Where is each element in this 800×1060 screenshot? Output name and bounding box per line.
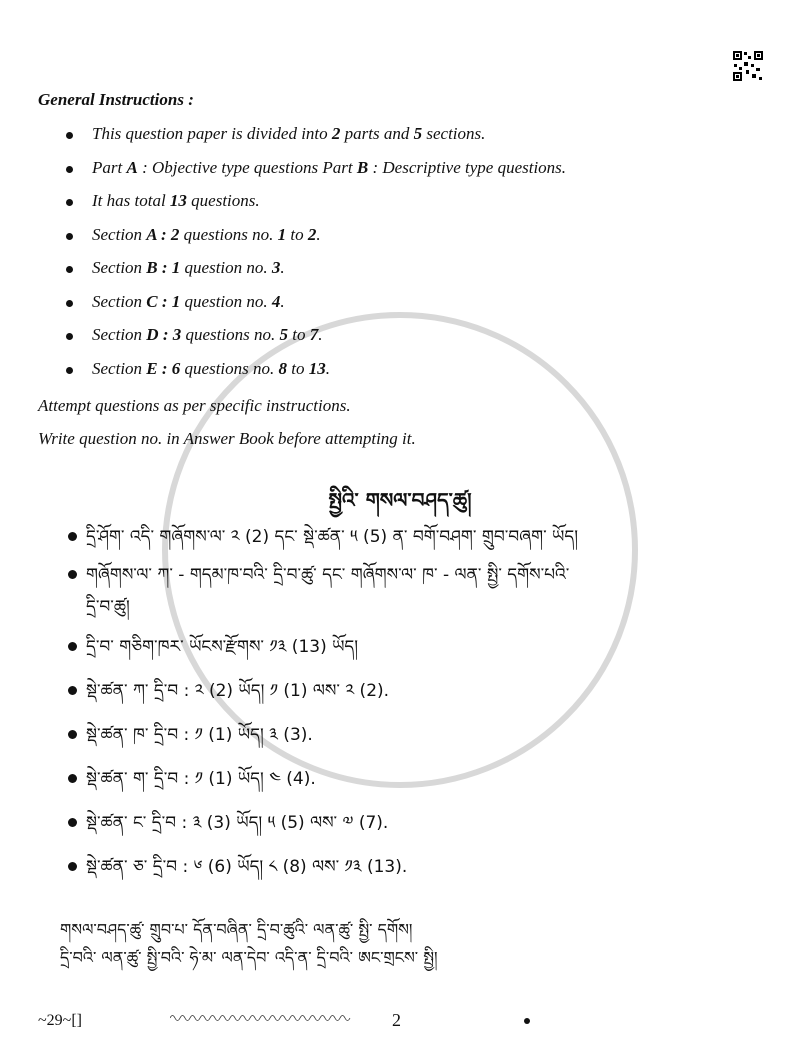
tibetan-text: སྡེ་ཚན་ ག་ དྲི་བ : ༡ (1) ཡོད། ༤ (4). xyxy=(86,769,316,789)
tibetan-heading: སྤྱིའི་ གསལ་བཤད་ཚུ། xyxy=(328,488,472,512)
footer-code: ~29~[] xyxy=(38,1012,82,1029)
attempt-instruction: Attempt questions as per specific instructions. xyxy=(38,396,351,415)
bullet xyxy=(68,532,77,541)
bullet xyxy=(66,233,73,240)
instruction-text: This question paper is divided into 2 parts and 5 sections. xyxy=(92,124,486,143)
bullet xyxy=(66,266,73,273)
bullet xyxy=(66,132,73,139)
bullet xyxy=(66,367,73,374)
tibetan-text: སྡེ་ཚན་ ང་ དྲི་བ : ༣ (3) ཡོད། ༥ (5) ལས་ ༧ (7). xyxy=(86,813,389,833)
instruction-item xyxy=(0,158,800,184)
instruction-text: Section C : 1 question no. 4. xyxy=(92,291,285,311)
instruction-text: Section E : 6 questions no. 8 to 13. xyxy=(92,358,331,378)
instruction-item xyxy=(0,225,800,251)
tibetan-note-line-1: གསལ་བཤད་ཚུ་ གྲུབ་པ་ དོན་བཞིན་ དྲི་བ་ཚུའི་ ལན་ཚུ་ སྤྱི་ དགོས། xyxy=(60,920,413,939)
instruction-text: Section A : 2 questions no. 1 to 2. xyxy=(92,224,321,244)
instruction-item xyxy=(0,258,800,284)
write-instruction: Write question no. in Answer Book before attempting it. xyxy=(38,429,416,448)
bullet xyxy=(68,730,77,739)
tibetan-text: སྡེ་ཚན་ ཀ་ དྲི་བ : ༢ (2) ཡོད། ༡ (1) ལས་ ༢ (2). xyxy=(86,681,390,701)
bullet xyxy=(68,686,77,695)
instruction-item xyxy=(0,124,800,150)
page-number: 2 xyxy=(392,1010,401,1030)
bullet xyxy=(66,300,73,307)
bullet xyxy=(66,333,73,340)
bullet xyxy=(66,199,73,206)
instruction-text: Section D : 3 questions no. 5 to 7. xyxy=(92,325,323,344)
bullet xyxy=(66,166,73,173)
instruction-text: Section B : 1 question no. 3. xyxy=(92,258,285,277)
bullet xyxy=(68,862,77,871)
instruction-item xyxy=(0,292,800,318)
general-instructions-heading: General Instructions : xyxy=(38,90,194,109)
instruction-text: Part A : Objective type questions Part B : Descriptive type questions. xyxy=(92,157,567,177)
tibetan-text: དྲི་བ་ གཅིག་ཁར་ ཡོངས་རྫོགས་ ༡༣ (13) ཡོད། xyxy=(86,637,359,657)
instruction-item xyxy=(0,325,800,351)
instruction-item xyxy=(0,359,800,385)
tibetan-text-continued: དྲི་བ་ཚུ། xyxy=(86,597,130,617)
bullet xyxy=(68,642,77,651)
instruction-text: It has total 13 questions. xyxy=(92,191,260,210)
bullet xyxy=(68,818,77,827)
instruction-item xyxy=(0,191,800,217)
footer-wave-decoration xyxy=(170,1012,370,1024)
qr-code-icon xyxy=(732,50,764,82)
tibetan-text: སྡེ་ཚན་ ཅ་ དྲི་བ : ༦ (6) ཡོད། ༨ (8) ལས་ ༡༣ (13). xyxy=(86,857,408,877)
bullet xyxy=(68,774,77,783)
footer-dot xyxy=(524,1018,530,1024)
tibetan-text: གཞོགས་ལ་ ཀ་ - གདམ་ཁ་བའི་ དྲི་བ་ཚུ་ དང་ གཞོགས་ལ་ ཁ་ - ལན་ སྤྱི་ དགོས་པའི་ xyxy=(86,565,570,585)
tibetan-text: དྲི་ཤོག་ འདི་ གཞོགས་ལ་ ༢ (2) དང་ སྡེ་ཚན་ ༥ (5) ན་ བགོ་བཤག་ གྲུབ་བཞག་ ཡོད། xyxy=(86,527,578,547)
tibetan-text: སྡེ་ཚན་ ཁ་ དྲི་བ : ༡ (1) ཡོད། ༣ (3). xyxy=(86,725,313,745)
bullet xyxy=(68,570,77,579)
tibetan-note-line-2: དྲི་བའི་ ལན་ཚུ་ སྤྱི་བའི་ ཧེ་མ་ ལན་དེབ་ འདི་ན་ དྲི་བའི་ ཨང་གྲངས་ སྤྱི། xyxy=(60,948,438,967)
